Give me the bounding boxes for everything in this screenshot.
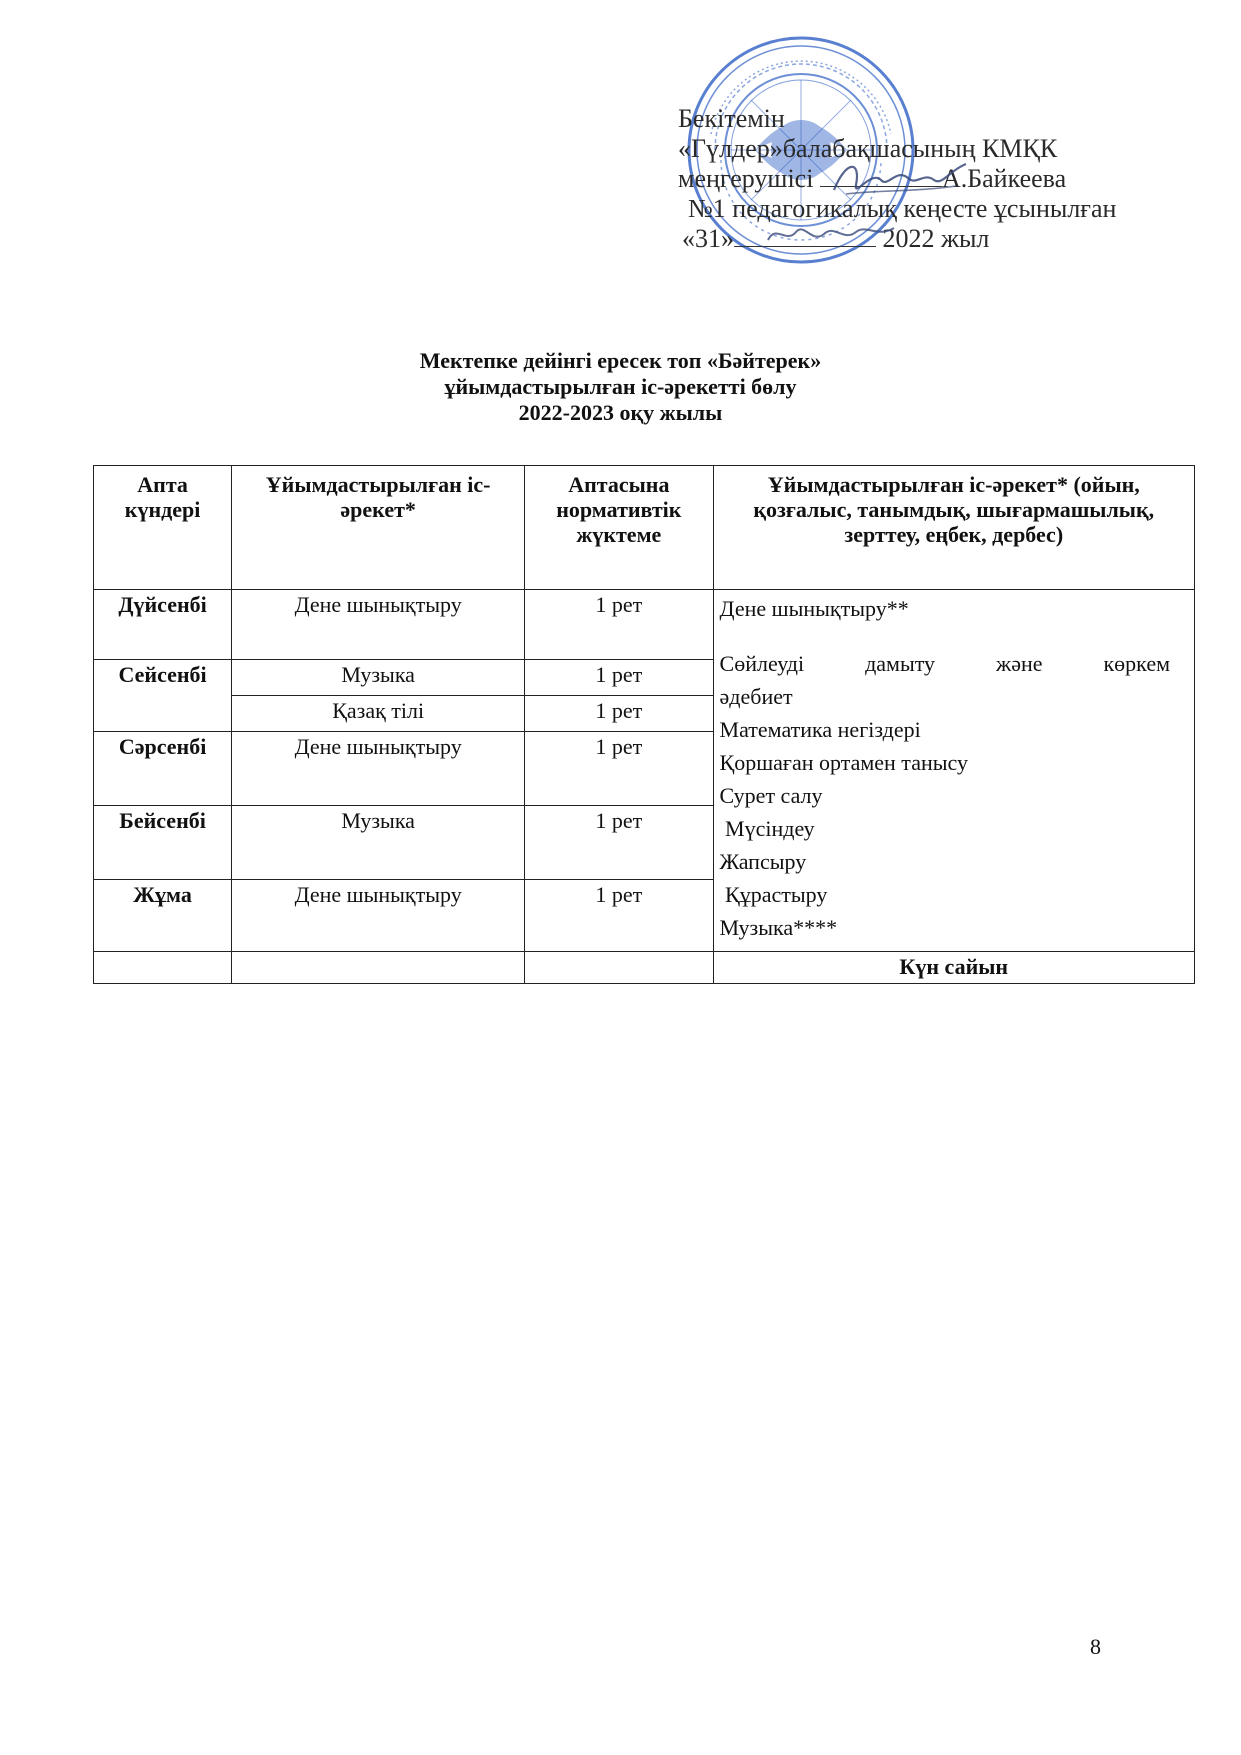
approval-heading: Бекітемін <box>678 104 785 133</box>
row-load: 1 рет <box>525 806 713 880</box>
row-day: Сейсенбі <box>94 660 232 732</box>
approval-date-year: 2022 жыл <box>882 224 990 253</box>
approval-council: №1 педагогикалық кеңесте ұсынылған <box>688 194 1117 223</box>
row-activity: Дене шынықтыру <box>232 590 525 660</box>
side-item: Қоршаған ортамен танысу <box>719 750 968 775</box>
side-word: және <box>996 651 1043 676</box>
side-item: Мүсіндеу <box>719 816 815 841</box>
empty-cell <box>232 952 525 984</box>
approval-head-title: меңгерушісі <box>678 164 814 193</box>
title-line-2: ұйымдастырылған іс-әрекетті бөлу <box>444 374 797 399</box>
row-day: Бейсенбі <box>94 806 232 880</box>
empty-cell <box>525 952 713 984</box>
row-load: 1 рет <box>525 660 713 696</box>
table-header-row <box>94 466 1195 590</box>
handwritten-signature <box>826 150 976 210</box>
side-word: көркем <box>1103 651 1170 676</box>
row-activity: Дене шынықтыру <box>232 732 525 806</box>
row-load: 1 рет <box>525 590 713 660</box>
side-word: дамыту <box>865 651 936 676</box>
side-item: әдебиет <box>719 684 793 709</box>
activity-types-list <box>713 590 1194 952</box>
side-item: Жапсыру <box>719 849 807 874</box>
side-item: Музыка**** <box>719 915 838 940</box>
header-weekly-load: Аптасына нормативтік жүктеме <box>525 466 713 590</box>
row-day: Дүйсенбі <box>94 590 232 660</box>
title-line-1: Мектепке дейінгі ересек топ «Бәйтерек» <box>419 348 822 373</box>
side-item: Математика негіздері <box>719 717 921 742</box>
document-title <box>0 348 1241 426</box>
schedule-table <box>93 465 1195 984</box>
row-activity: Қазақ тілі <box>232 696 525 732</box>
header-activity-types: Ұйымдастырылған іс-әрекет* (ойын, қозғалыс, танымдық, шығармашылық, зерттеу, еңбек, дербес) <box>713 466 1194 590</box>
row-activity: Музыка <box>232 806 525 880</box>
header-activity: Ұйымдастырылған іс-әрекет* <box>232 466 525 590</box>
title-line-3: 2022-2023 оқу жылы <box>518 400 723 425</box>
row-load: 1 рет <box>525 880 713 952</box>
header-weekday: Апта күндері <box>94 466 232 590</box>
row-activity: Музыка <box>232 660 525 696</box>
approval-head-name: А.Байкеева <box>941 164 1067 193</box>
table-row <box>94 590 1195 660</box>
page-number: 8 <box>1090 1634 1101 1659</box>
side-item: Сурет салу <box>719 783 823 808</box>
side-word: Сөйлеуді <box>719 651 805 676</box>
empty-cell <box>94 952 232 984</box>
side-item: Құрастыру <box>719 882 828 907</box>
row-load: 1 рет <box>525 732 713 806</box>
handwritten-month <box>762 210 902 255</box>
side-item-justified <box>720 647 1188 680</box>
approval-date-day: «31» <box>682 224 734 253</box>
row-load: 1 рет <box>525 696 713 732</box>
table-footer-row <box>94 952 1195 984</box>
row-day: Сәрсенбі <box>94 732 232 806</box>
approval-organization: «Гүлдер»балабақшасының КМҚК <box>678 134 1058 163</box>
approval-date-line <box>682 224 1198 254</box>
daily-label: Күн сайын <box>713 952 1194 984</box>
row-day: Жұма <box>94 880 232 952</box>
side-item: Дене шынықтыру** <box>719 596 909 621</box>
row-activity: Дене шынықтыру <box>232 880 525 952</box>
